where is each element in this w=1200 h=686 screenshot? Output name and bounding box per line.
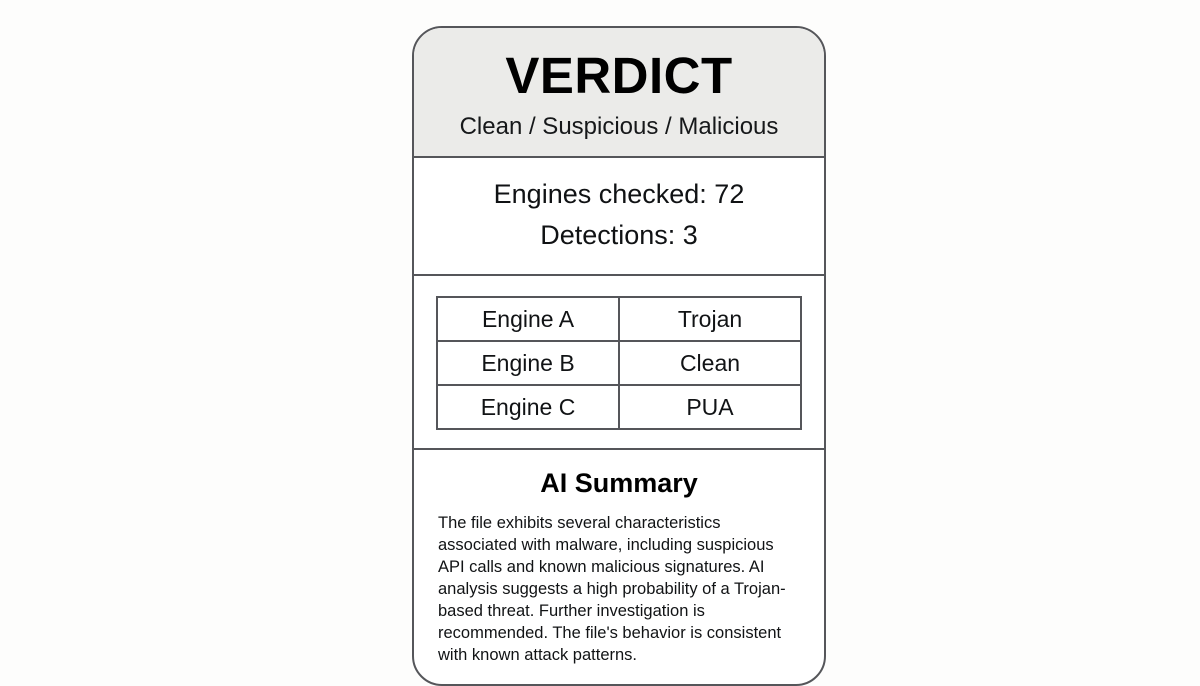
table-row	[437, 385, 801, 429]
table-row	[437, 297, 801, 341]
table-row	[437, 341, 801, 385]
page-title: VERDICT	[505, 47, 733, 104]
engine-result-cell: Clean	[619, 341, 801, 385]
engine-results-section	[414, 276, 824, 450]
detections-stat: Detections: 3	[540, 220, 698, 251]
engine-results-table	[436, 296, 802, 430]
ai-summary-text: The file exhibits several characteristics associated with malware, including suspicious API calls and known malicious signatures. AI analysis suggests a high probability of a Trojan-based threat. Further investigation is recommended. The file's behavior is consistent with known attack patterns.	[438, 514, 786, 665]
engine-result-cell: Trojan	[619, 297, 801, 341]
engine-result-cell: PUA	[619, 385, 801, 429]
verdict-card	[412, 26, 826, 686]
engine-name-cell: Engine A	[437, 297, 619, 341]
scan-stats-section	[414, 158, 824, 276]
engines-checked-stat: Engines checked: 72	[493, 179, 745, 210]
verdict-options-label: Clean / Suspicious / Malicious	[459, 113, 779, 141]
verdict-header	[414, 28, 824, 158]
engine-name-cell: Engine C	[437, 385, 619, 429]
ai-summary-title: AI Summary	[540, 468, 698, 499]
ai-summary-section	[414, 450, 824, 686]
engine-name-cell: Engine B	[437, 341, 619, 385]
